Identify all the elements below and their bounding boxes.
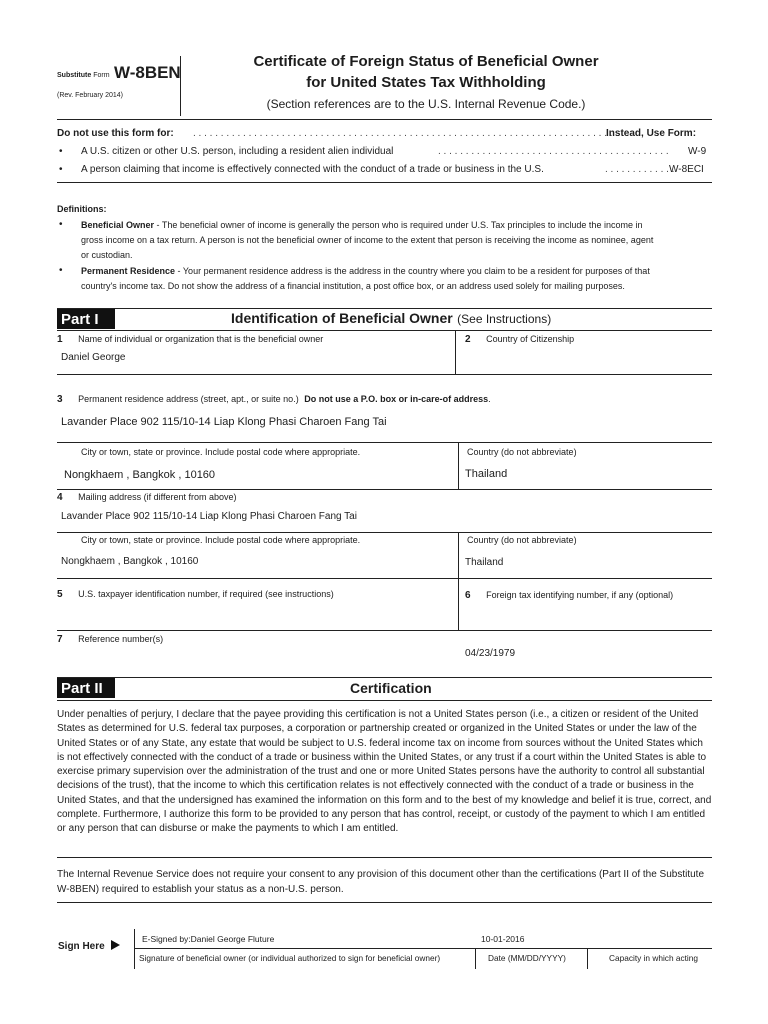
mailing-city-field[interactable]: Nongkhaem , Bangkok , 10160 (61, 556, 199, 567)
sign-here-label (58, 940, 120, 952)
field-7-label (57, 634, 163, 645)
leader-dots: . . . . . . . . . . . . . . . . . . . . . . . . . . . . . . . . . . . . . . . . . . (438, 146, 669, 157)
definition-permanent-residence (81, 266, 650, 276)
divider (455, 330, 456, 374)
signature-line (134, 948, 712, 949)
rule (57, 330, 712, 331)
field-1-label (57, 334, 323, 345)
field-5-label (57, 589, 334, 600)
irs-note-line: The Internal Revenue Service does not require your consent to any provision of this document other than the certifications (Part II of the Substitute (57, 869, 705, 880)
irs-consent-note (57, 867, 704, 897)
definition-text: - The beneficial owner of income is generally the person who is required under U.S. Tax principles to include the income in (154, 220, 643, 230)
part-2-label: Part II (57, 678, 115, 698)
certification-line: exercise primary supervision over the administration of the trust and one or more United States persons have the authority to control all substantial (57, 766, 705, 778)
do-not-use-form-2: W-8ECI (669, 164, 704, 175)
field-number: 6 (465, 590, 471, 601)
do-not-use-text: Do not use this form for (57, 128, 171, 139)
field-number: 7 (57, 634, 63, 645)
country-label: Country (do not abbreviate) (467, 535, 577, 545)
rule (57, 532, 712, 533)
permanent-country-field[interactable]: Thailand (465, 468, 508, 480)
divider (458, 442, 459, 489)
form-subtitle: (Section references are to the U.S. Internal Revenue Code.) (266, 97, 586, 111)
reference-number-field[interactable]: 04/23/1979 (465, 648, 516, 659)
do-not-use-label: Do not use this form for: (57, 128, 174, 139)
rule (57, 578, 712, 579)
field-number: 4 (57, 492, 63, 503)
definition-beneficial-owner (81, 220, 642, 230)
part-1-title (231, 310, 551, 328)
divider (475, 948, 476, 969)
signature-box-left (134, 929, 135, 969)
substitute-form-label (57, 72, 110, 79)
e-signature-field[interactable]: E-Signed by:Daniel George Fluture (142, 934, 275, 944)
rule (57, 857, 712, 858)
bullet: • (59, 146, 63, 157)
field-label-end: . (488, 394, 491, 404)
arrow-right-icon (111, 940, 120, 950)
certification-line: United States, and that the undersigned has examined the information on this form and to the best of my knowledge and belief it is true, correct, and (57, 794, 712, 806)
certification-line: United States or of any State, any estate that would be subject to U.S. federal income tax on income from sources without the United States which (57, 737, 703, 749)
part-1-label: Part I (57, 309, 115, 329)
city-label: City or town, state or province. Include postal code where appropriate. (81, 535, 361, 545)
rule (57, 700, 712, 701)
part-1-title-text: Identification of Beneficial Owner (231, 310, 453, 326)
field-label: U.S. taxpayer identification number, if required (see instructions) (78, 589, 334, 599)
field-label: Foreign tax identifying number, if any (optional) (486, 590, 674, 600)
field-label: Name of individual or organization that is the beneficial owner (78, 334, 324, 344)
form-number: W-8BEN (114, 63, 181, 82)
sign-here-text: Sign Here (58, 941, 105, 952)
field-6-label (465, 590, 673, 601)
country-label: Country (do not abbreviate) (467, 447, 577, 457)
part-2-title: Certification (350, 680, 432, 696)
certification-line: Under penalties of perjury, I declare that the payee providing this certification is not a United States person (i.e., a citizen or resident of the United (57, 709, 699, 720)
us-tin-field[interactable] (61, 606, 441, 620)
divider (587, 948, 588, 969)
field-number: 5 (57, 589, 63, 600)
date-label: Date (MM/DD/YYYY) (488, 953, 566, 963)
mailing-address-field[interactable]: Lavander Place 902 115/10-14 Liap Klong Phasi Charoen Fang Tai (61, 511, 357, 522)
do-not-use-item-2: A person claiming that income is effectively connected with the conduct of a trade or business in the U.S. (81, 164, 544, 175)
rule (57, 182, 712, 183)
country-of-citizenship-field[interactable] (470, 352, 700, 366)
part-1-title-suffix: (See Instructions) (457, 312, 552, 326)
beneficial-owner-name-field[interactable]: Daniel George (61, 352, 126, 363)
definitions-heading: Definitions: (57, 204, 107, 214)
certification-line: is not effectively connected with the conduct of a trade or business within the United States, or any trust if a court within the United States is able to (57, 751, 707, 763)
definition-text: - Your permanent residence address is the address in the country where you claim to be a resident for purposes of that (175, 266, 650, 276)
certification-line: decisions of the trust), that the income to which this certification relates is not effectively connected with the conduct of a trade or business in the (57, 780, 694, 792)
signature-date-field[interactable]: 10-01-2016 (481, 934, 525, 944)
divider (458, 578, 459, 630)
rule (57, 374, 712, 375)
header-rule (57, 119, 712, 120)
field-4-label (57, 492, 236, 503)
bullet: • (59, 219, 63, 230)
rule (57, 442, 712, 443)
irs-note-line: W-8BEN) required to establish your status as a non-U.S. person. (57, 884, 344, 895)
definition-term: Beneficial Owner (81, 220, 155, 230)
definition-term: Permanent Residence (81, 266, 176, 276)
mailing-country-field[interactable]: Thailand (465, 557, 504, 568)
permanent-city-field[interactable]: Nongkhaem , Bangkok , 10160 (64, 469, 216, 481)
do-not-use-form-1: W-9 (688, 146, 707, 157)
foreign-tin-field[interactable] (470, 608, 700, 622)
leader-dots: . . . . . . . . . . . . . (605, 164, 675, 175)
instead-use-form-label: Instead, Use Form: (606, 128, 697, 139)
certification-line: States as determined for U.S. federal tax purposes, a corporation or partnership created or organized in the United States or under the law of the (57, 723, 697, 735)
certification-line: complete. Furthermore, I authorize this form to be provided to any person that has control, receipt, or custody of the payment to which I am entitled (57, 809, 706, 821)
bullet: • (59, 164, 63, 175)
field-2-label (465, 334, 574, 345)
revision-date: (Rev. February 2014) (57, 92, 124, 99)
capacity-label: Capacity in which acting (609, 953, 699, 963)
certification-text (57, 708, 711, 837)
field-number: 2 (465, 334, 471, 345)
field-label-bold: Do not use a P.O. box or in-care-of address (304, 394, 489, 404)
certification-line: or any person that can disburse or make the payments to which I am entitled. (57, 823, 399, 835)
field-label: Reference number(s) (78, 634, 164, 644)
form-title-line1: Certificate of Foreign Status of Beneficial Owner (253, 53, 599, 70)
do-not-use-item-1: A U.S. citizen or other U.S. person, including a resident alien individual (81, 146, 394, 157)
field-label: Permanent residence address (street, apt., or suite no.) (78, 394, 299, 404)
city-label: City or town, state or province. Include postal code where appropriate. (81, 447, 361, 457)
divider (458, 532, 459, 578)
rule (57, 630, 712, 631)
rule (57, 308, 712, 309)
field-number: 3 (57, 394, 63, 405)
field-label: Mailing address (if different from above) (78, 492, 237, 502)
substitute-text: Substitute (57, 72, 92, 79)
signature-label: Signature of beneficial owner (or individual authorized to sign for beneficial owner) (139, 953, 441, 963)
definition-beneficial-owner-line2: gross income on a tax return. A person is not the beneficial owner of income to the extent that person is receiving the income as nominee, agent (81, 235, 654, 245)
permanent-address-field[interactable]: Lavander Place 902 115/10-14 Liap Klong Phasi Charoen Fang Tai (61, 416, 387, 428)
form-text: Form (93, 72, 110, 79)
field-label: Country of Citizenship (486, 334, 575, 344)
field-number: 1 (57, 334, 63, 345)
field-3-label (57, 394, 491, 405)
leader-dots: . . . . . . . . . . . . . . . . . . . . . . . . . . . . . . . . . . . . . . . . . . . . . . . . . . . . . . . . . . . . . . . . . . . . . . . . . . . . . . . (193, 128, 630, 139)
capacity-field[interactable] (612, 932, 707, 946)
header-divider (180, 56, 181, 116)
definition-beneficial-owner-line3: or custodian. (81, 250, 133, 260)
rule (57, 489, 712, 490)
definition-permanent-residence-line2: country's income tax. Do not show the address of a financial institution, a post office box, or an address used solely for mailing purposes. (81, 281, 625, 291)
bullet: • (59, 265, 63, 276)
form-title-line2: for United States Tax Withholding (306, 74, 546, 91)
rule (57, 902, 712, 903)
rule (57, 677, 712, 678)
